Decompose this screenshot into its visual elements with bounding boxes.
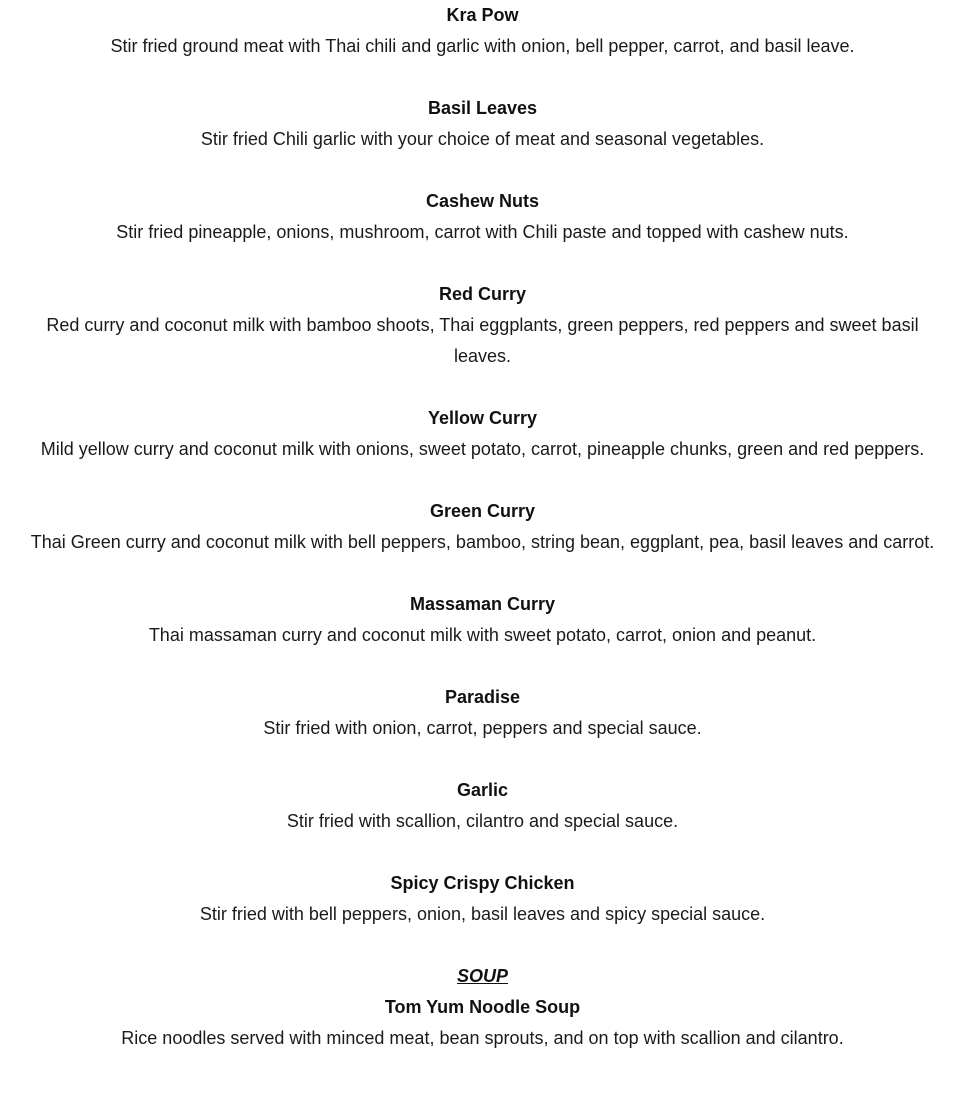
- menu-item-description: Thai Green curry and coconut milk with bell peppers, bamboo, string bean, eggplant, pea, basil leaves and carrot.: [30, 532, 935, 552]
- spacer: [0, 155, 965, 186]
- menu-item-description: Stir fried Chili garlic with your choice of meat and seasonal vegetables.: [200, 129, 765, 149]
- menu-item-green-curry: [0, 496, 965, 558]
- menu-item-description: Red curry and coconut milk with bamboo shoots, Thai eggplants, green peppers, red peppers and sweet basil leaves.: [46, 315, 919, 366]
- spacer: [0, 744, 965, 775]
- spacer: [0, 248, 965, 279]
- menu-item-description: Stir fried ground meat with Thai chili and garlic with onion, bell pepper, carrot, and basil leave.: [110, 36, 855, 56]
- spacer: [0, 465, 965, 496]
- menu-item-name: Tom Yum Noodle Soup: [384, 997, 581, 1017]
- menu-item-description: Stir fried pineapple, onions, mushroom, carrot with Chili paste and topped with cashew nuts.: [116, 222, 849, 242]
- menu-item-description: Rice noodles served with minced meat, bean sprouts, and on top with scallion and cilantro.: [121, 1028, 844, 1048]
- spacer: [0, 651, 965, 682]
- menu-item-name: Green Curry: [429, 501, 536, 521]
- menu-item-description: Mild yellow curry and coconut milk with onions, sweet potato, carrot, pineapple chunks, green and red peppers.: [40, 439, 925, 459]
- menu-item-description: Stir fried with scallion, cilantro and special sauce.: [286, 811, 679, 831]
- spacer: [0, 558, 965, 589]
- menu-item-name: Paradise: [444, 687, 521, 707]
- menu-item-tom-yum-noodle-soup: [0, 992, 965, 1054]
- menu-item-name: Red Curry: [438, 284, 527, 304]
- menu-item-garlic: [0, 775, 965, 837]
- menu-item-name: Spicy Crispy Chicken: [390, 873, 575, 893]
- menu-item-description: Stir fried with onion, carrot, peppers and special sauce.: [263, 718, 702, 738]
- menu-item-name: Yellow Curry: [427, 408, 538, 428]
- menu-item-name: Massaman Curry: [409, 594, 556, 614]
- spacer: [0, 62, 965, 93]
- menu-item-kra-pow: [0, 0, 965, 62]
- menu-item-cashew-nuts: [0, 186, 965, 248]
- menu-item-name: Kra Pow: [446, 5, 519, 25]
- menu-item-description: Thai massaman curry and coconut milk with sweet potato, carrot, onion and peanut.: [148, 625, 817, 645]
- menu-item-name: Basil Leaves: [427, 98, 538, 118]
- menu-item-paradise: [0, 682, 965, 744]
- menu-item-basil-leaves: [0, 93, 965, 155]
- menu-item-description: Stir fried with bell peppers, onion, basil leaves and spicy special sauce.: [199, 904, 766, 924]
- menu-item-spicy-crispy-chicken: [0, 868, 965, 930]
- menu-item-name: Garlic: [456, 780, 509, 800]
- menu-item-name: Cashew Nuts: [425, 191, 540, 211]
- menu-item-red-curry: [0, 279, 965, 372]
- spacer: [0, 930, 965, 961]
- menu-item-yellow-curry: [0, 403, 965, 465]
- spacer: [0, 372, 965, 403]
- section-heading-soup: SOUP: [456, 966, 508, 986]
- menu-item-massaman-curry: [0, 589, 965, 651]
- spacer: [0, 837, 965, 868]
